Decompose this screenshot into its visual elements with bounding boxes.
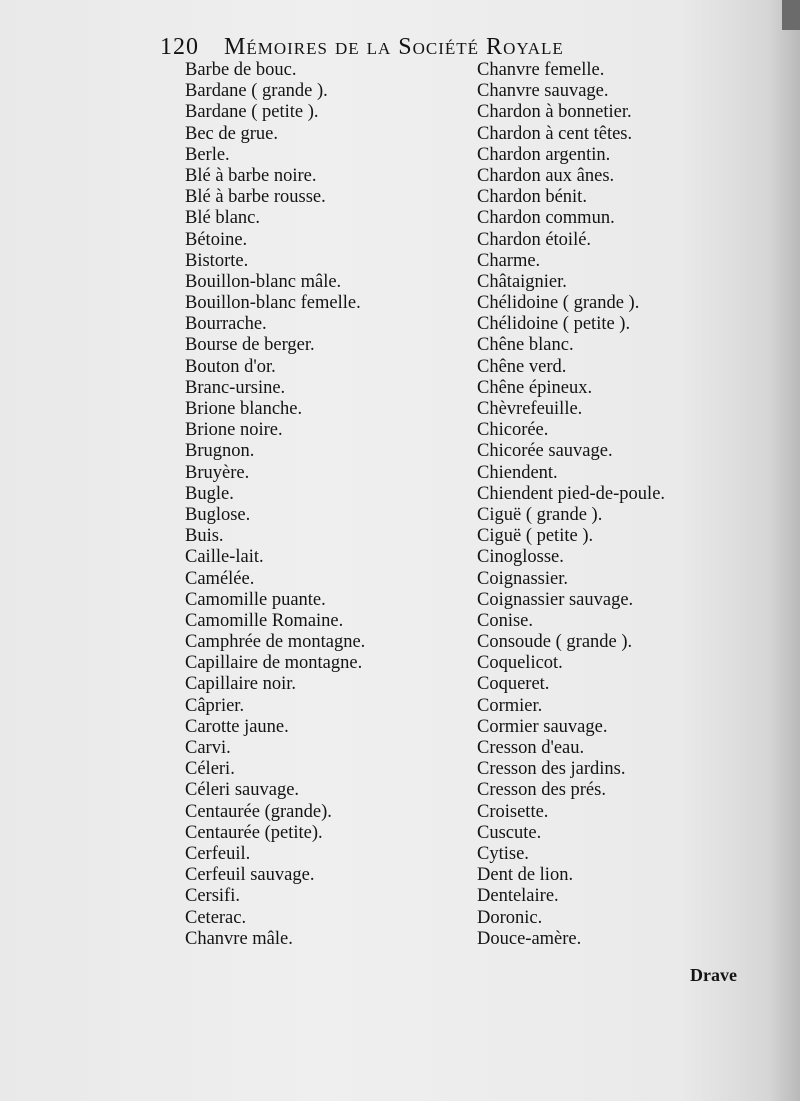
plant-list-item: Douce-amère. [477,928,582,949]
plant-list-item: Chanvre mâle. [185,928,293,949]
plant-list-item: Coqueret. [477,674,550,695]
plant-list-item: Branc-ursine. [185,377,286,398]
plant-list-item: Bourse de berger. [185,335,315,356]
plant-list-item: Chélidoine ( petite ). [477,314,631,335]
plant-list-item: Chêne épineux. [477,377,593,398]
plant-list-item: Buglose. [185,504,251,525]
plant-list-item: Bourrache. [185,314,267,335]
plant-list-item: Consoude ( grande ). [477,632,633,653]
plant-list-item: Cormier. [477,695,543,716]
plant-list-item: Cuscute. [477,822,542,843]
plant-list-item: Centaurée (petite). [185,822,323,843]
plant-list-item: Centaurée (grande). [185,801,332,822]
plant-list-item: Chardon bénit. [477,187,587,208]
plant-list-item: Chélidoine ( grande ). [477,293,640,314]
page-number: 120 [160,34,199,60]
plant-list-item: Chicorée. [477,420,549,441]
plant-list-item: Cresson d'eau. [477,738,585,758]
plant-list-item: Bardane ( grande ). [185,81,328,102]
plant-list-item: Chardon à bonnetier. [477,102,632,123]
plant-list-item: Capillaire noir. [185,674,296,695]
plant-list-item: Châtaignier. [477,271,567,292]
plant-list-item: Bruyère. [185,462,250,483]
plant-list-item: Camomille puante. [185,589,326,610]
plant-list-item: Bugle. [185,483,234,504]
plant-list-item: Coignassier sauvage. [477,589,634,610]
plant-list-item: Dentelaire. [477,886,559,907]
plant-list-item: Doronic. [477,907,543,928]
plant-list-item: Cytise. [477,843,529,864]
plant-list-item: Conise. [477,610,534,631]
plant-list-item: Camélée. [185,568,255,589]
plant-list-item: Chêne blanc. [477,335,574,356]
plant-list-item: Ceterac. [185,907,247,928]
plant-list-item: Bouillon-blanc femelle. [185,293,361,314]
plant-list-item: Carotte jaune. [185,716,289,737]
plant-list-item: Bardane ( petite ). [185,102,319,123]
plant-list-item: Cinoglosse. [477,547,564,568]
plant-list-right-column [477,60,747,950]
plant-list-item: Dent de lion. [477,865,574,886]
catchword: Drave [690,965,737,985]
plant-list-item: Brugnon. [185,441,255,462]
plant-list-item: Chicorée sauvage. [477,441,613,462]
plant-list-item: Croisette. [477,801,549,822]
plant-list-item: Chanvre sauvage. [477,81,609,102]
plant-list-item: Chiendent. [477,462,558,483]
plant-list-item: Camphrée de montagne. [185,632,366,653]
plant-list-item: Chêne verd. [477,356,567,377]
plant-list-item: Carvi. [185,738,231,758]
plant-list-item: Chardon aux ânes. [477,165,615,186]
plant-list-item: Blé blanc. [185,208,261,229]
plant-list-item: Céleri. [185,759,235,780]
running-title: Mémoires de la Société Royale [224,34,564,60]
plant-list-item: Coquelicot. [477,653,563,674]
plant-list-item: Buis. [185,526,224,547]
plant-list-item: Cerfeuil. [185,843,251,864]
plant-list-item: Céleri sauvage. [185,780,300,801]
plant-list-item: Chardon à cent têtes. [477,123,633,144]
plant-list-item: Chèvrefeuille. [477,399,583,419]
plant-list-item: Bouton d'or. [185,356,276,377]
plant-list-item: Ciguë ( grande ). [477,504,603,525]
plant-list-item: Caille-lait. [185,547,264,568]
plant-list-left-column [185,60,470,950]
page-edge-shadow [782,0,800,30]
plant-list-item: Chardon commun. [477,208,615,229]
plant-list-item: Coignassier. [477,568,568,589]
plant-list-item: Blé à barbe noire. [185,165,317,186]
plant-list-item: Chiendent pied-de-poule. [477,483,666,504]
plant-list-item: Chanvre femelle. [477,60,605,80]
plant-list-item: Bouillon-blanc mâle. [185,271,342,292]
plant-list-item: Barbe de bouc. [185,60,297,80]
plant-list-item: Bistorte. [185,250,249,271]
plant-list-item: Bec de grue. [185,123,278,144]
plant-list-item: Cersifi. [185,886,240,907]
plant-list-item: Cerfeuil sauvage. [185,865,315,886]
plant-list-item: Chardon étoilé. [477,229,592,250]
plant-list-item: Brione blanche. [185,399,303,419]
plant-list-item: Bétoine. [185,229,248,250]
plant-list-item: Cresson des jardins. [477,759,626,780]
plant-list-item: Brione noire. [185,420,283,441]
plant-list-item: Blé à barbe rousse. [185,187,326,208]
plant-list-item: Cormier sauvage. [477,716,608,737]
plant-list-item: Capillaire de montagne. [185,653,363,674]
plant-list-item: Ciguë ( petite ). [477,526,594,547]
plant-list-item: Câprier. [185,695,245,716]
plant-list-item: Cresson des prés. [477,780,606,801]
plant-list-item: Chardon argentin. [477,144,611,165]
plant-list-item: Charme. [477,250,541,271]
plant-list-item: Berle. [185,144,230,165]
plant-list-item: Camomille Romaine. [185,610,344,631]
